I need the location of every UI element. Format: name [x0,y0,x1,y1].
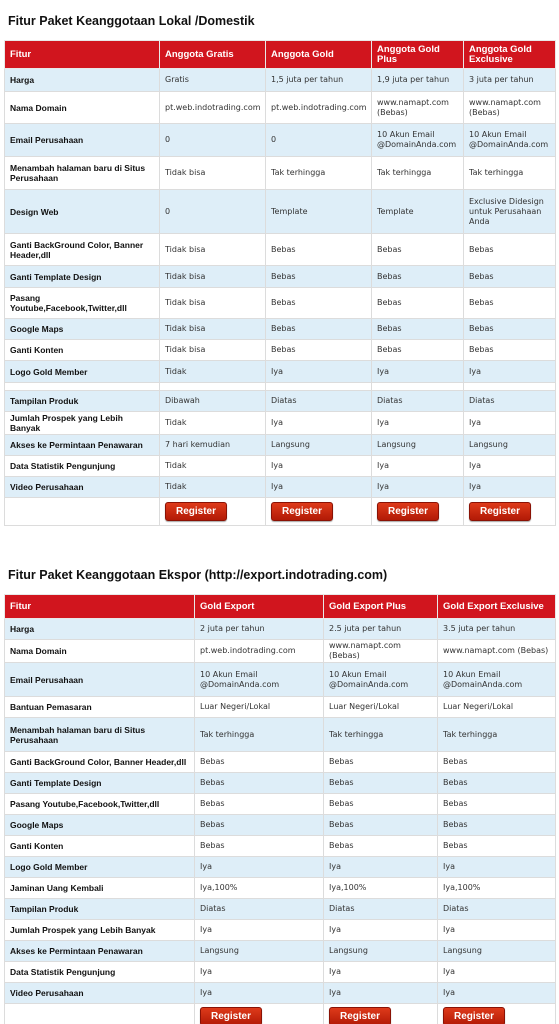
section-title-export: Fitur Paket Keanggotaan Ekspor (http://export.indotrading.com) [8,568,388,582]
table-cell: Iya [438,920,556,941]
table-cell: Bebas [464,319,556,340]
header-cell: Fitur [5,595,195,619]
table-row [5,319,556,340]
register-row [5,1004,556,1024]
table-cell: Iya [438,983,556,1004]
table-cell: Iya [324,962,438,983]
register-cell [372,498,464,526]
table-cell: Langsung [266,435,372,456]
table-cell: Iya [464,361,556,383]
header-cell: Anggota Gold Exclusive [464,41,556,69]
table-cell: Iya [195,983,324,1004]
table-header-row [5,595,556,619]
table-cell: Gratis [160,69,266,92]
register-button-gratis[interactable]: Register [165,502,227,521]
feature-label: Bantuan Pemasaran [5,697,195,718]
table-cell: Diatas [372,391,464,412]
table-cell: Iya [195,920,324,941]
table-cell: www.namapt.com (Bebas) [372,92,464,124]
table-row [5,794,556,815]
table-cell: 10 Akun Email @DomainAnda.com [195,663,324,697]
table-cell: pt.web.indotrading.com [266,92,372,124]
feature-label: Menambah halaman baru di Situs Perusahaan [5,157,160,190]
table-cell: Tak terhingga [438,718,556,752]
register-row [5,498,556,526]
table-cell: Iya,100% [195,878,324,899]
feature-label: Logo Gold Member [5,857,195,878]
feature-label [5,383,160,391]
table-cell: Iya [372,477,464,498]
feature-label: Email Perusahaan [5,663,195,697]
table-cell: 2 juta per tahun [195,619,324,640]
feature-label: Harga [5,619,195,640]
table-cell: Bebas [195,815,324,836]
table-cell: Iya [464,412,556,435]
table-cell: Tak terhingga [464,157,556,190]
table-cell: Iya [195,962,324,983]
table-cell: Bebas [324,836,438,857]
register-cell [438,1004,556,1024]
table-row [5,697,556,718]
table-row [5,288,556,319]
table-row [5,878,556,899]
table-cell: Tidak bisa [160,288,266,319]
table-cell: Bebas [195,773,324,794]
table-cell: Bebas [438,794,556,815]
table-cell: Iya [372,361,464,383]
header-cell: Gold Export [195,595,324,619]
table-row [5,477,556,498]
table-cell: Bebas [266,266,372,288]
table-cell: Luar Negeri/Lokal [438,697,556,718]
table-cell: www.namapt.com (Bebas) [324,640,438,663]
header-cell: Anggota Gold Plus [372,41,464,69]
feature-label: Ganti Konten [5,340,160,361]
table-cell: Bebas [372,288,464,319]
table-cell: Iya [266,412,372,435]
register-button-gold[interactable]: Register [271,502,333,521]
table-cell: 10 Akun Email @DomainAnda.com [324,663,438,697]
feature-label: Jaminan Uang Kembali [5,878,195,899]
register-cell [464,498,556,526]
feature-label: Harga [5,69,160,92]
table-row [5,663,556,697]
table-row [5,92,556,124]
table-row [5,412,556,435]
table-cell: pt.web.indotrading.com [160,92,266,124]
register-button-gold-plus[interactable]: Register [377,502,439,521]
register-button-gold-export[interactable]: Register [200,1007,262,1024]
table-cell [266,383,372,391]
table-cell: Bebas [266,319,372,340]
header-cell: Gold Export Plus [324,595,438,619]
table-cell: Bebas [464,340,556,361]
table-cell: Langsung [195,941,324,962]
table-cell: Tidak bisa [160,319,266,340]
table-row [5,983,556,1004]
feature-label: Akses ke Permintaan Penawaran [5,941,195,962]
feature-label: Tampilan Produk [5,899,195,920]
table-cell: 10 Akun Email @DomainAnda.com [464,124,556,157]
table-cell: Iya [372,456,464,477]
register-cell [195,1004,324,1024]
table-cell: www.namapt.com (Bebas) [464,92,556,124]
feature-label: Ganti Konten [5,836,195,857]
table-cell: 1,5 juta per tahun [266,69,372,92]
table-cell: Iya [324,983,438,1004]
feature-label: Menambah halaman baru di Situs Perusahaan [5,718,195,752]
register-cell [324,1004,438,1024]
feature-label: Video Perusahaan [5,983,195,1004]
feature-label: Data Statistik Pengunjung [5,962,195,983]
table-cell: Bebas [372,234,464,266]
table-cell: Template [266,190,372,234]
table-row [5,69,556,92]
table-row [5,941,556,962]
table-cell: Bebas [195,836,324,857]
header-cell: Gold Export Exclusive [438,595,556,619]
table-cell: Bebas [464,288,556,319]
table-cell: Bebas [324,773,438,794]
feature-label: Email Perusahaan [5,124,160,157]
table-cell: Iya [266,456,372,477]
table-cell: Tak terhingga [195,718,324,752]
feature-label: Video Perusahaan [5,477,160,498]
table-header-row [5,41,556,69]
table-row [5,361,556,383]
table-row [5,234,556,266]
table-cell: 10 Akun Email @DomainAnda.com [372,124,464,157]
table-cell: Bebas [438,836,556,857]
table-cell: Tidak [160,456,266,477]
feature-label: Ganti BackGround Color, Banner Header,dll [5,234,160,266]
table-row [5,718,556,752]
table-row [5,266,556,288]
table-cell: Bebas [464,266,556,288]
table-cell: Bebas [372,340,464,361]
table-cell: Template [372,190,464,234]
table-cell: Tidak bisa [160,234,266,266]
empty-cell [5,498,160,526]
table-cell [372,383,464,391]
table-cell: Bebas [372,319,464,340]
table-row [5,857,556,878]
table-row [5,773,556,794]
table-cell: Bebas [324,794,438,815]
table-cell: Bebas [438,815,556,836]
table-row [5,920,556,941]
table-cell [160,383,266,391]
table-cell: Iya [438,962,556,983]
feature-label: Design Web [5,190,160,234]
table-cell: Bebas [266,340,372,361]
feature-label: Tampilan Produk [5,391,160,412]
table-cell: 3 juta per tahun [464,69,556,92]
table-cell: Tak terhingga [372,157,464,190]
header-cell: Fitur [5,41,160,69]
table-cell: Diatas [324,899,438,920]
table-cell: Diatas [195,899,324,920]
table-cell: Iya [438,857,556,878]
table-cell: Diatas [464,391,556,412]
table-cell: Bebas [324,752,438,773]
table-cell: 7 hari kemudian [160,435,266,456]
register-cell [160,498,266,526]
table-row [5,383,556,391]
table-cell: Langsung [464,435,556,456]
table-cell: Tidak [160,361,266,383]
feature-label: Google Maps [5,319,160,340]
table-cell: Langsung [438,941,556,962]
table-cell: Bebas [438,752,556,773]
table-cell: Tidak bisa [160,157,266,190]
export-package-table [4,594,556,1024]
register-button-gold-export-exclusive[interactable]: Register [443,1007,505,1024]
table-cell: Iya [324,857,438,878]
table-cell [464,383,556,391]
feature-label: Jumlah Prospek yang Lebih Banyak [5,412,160,435]
register-cell [266,498,372,526]
feature-label: Pasang Youtube,Facebook,Twitter,dll [5,288,160,319]
table-cell: Tidak [160,477,266,498]
header-cell: Anggota Gratis [160,41,266,69]
table-cell: 10 Akun Email @DomainAnda.com [438,663,556,697]
table-cell: 0 [160,190,266,234]
table-row [5,157,556,190]
table-cell: Tidak [160,412,266,435]
table-cell: Iya [266,361,372,383]
table-row [5,190,556,234]
table-cell: Iya [266,477,372,498]
feature-label: Ganti Template Design [5,773,195,794]
register-button-gold-export-plus[interactable]: Register [329,1007,391,1024]
feature-label: Google Maps [5,815,195,836]
table-cell: Bebas [266,234,372,266]
table-cell: Iya [464,477,556,498]
table-cell: 0 [160,124,266,157]
table-cell: Dibawah [160,391,266,412]
domestic-package-table [4,40,556,526]
table-cell: Luar Negeri/Lokal [195,697,324,718]
table-cell: www.namapt.com (Bebas) [438,640,556,663]
feature-label: Logo Gold Member [5,361,160,383]
table-cell: Iya [195,857,324,878]
table-cell: Bebas [324,815,438,836]
table-cell: Iya [324,920,438,941]
table-row [5,815,556,836]
feature-label: Ganti Template Design [5,266,160,288]
table-row [5,640,556,663]
feature-label: Ganti BackGround Color, Banner Header,dll [5,752,195,773]
table-cell: pt.web.indotrading.com [195,640,324,663]
table-cell: 3.5 juta per tahun [438,619,556,640]
table-cell: Bebas [464,234,556,266]
empty-cell [5,1004,195,1024]
table-cell: 2.5 juta per tahun [324,619,438,640]
table-cell: Bebas [438,773,556,794]
table-cell: Iya,100% [438,878,556,899]
table-row [5,619,556,640]
table-cell: Tak terhingga [324,718,438,752]
table-row [5,391,556,412]
table-row [5,962,556,983]
table-cell: Langsung [324,941,438,962]
table-cell: Diatas [266,391,372,412]
table-cell: Bebas [372,266,464,288]
table-cell: Diatas [438,899,556,920]
table-row [5,836,556,857]
section-title-domestic: Fitur Paket Keanggotaan Lokal /Domestik [8,14,255,28]
table-row [5,456,556,477]
table-cell: Exclusive Didesign untuk Perusahaan Anda [464,190,556,234]
table-cell: Iya [464,456,556,477]
table-cell: 1,9 juta per tahun [372,69,464,92]
table-row [5,340,556,361]
table-cell: Luar Negeri/Lokal [324,697,438,718]
header-cell: Anggota Gold [266,41,372,69]
table-cell: Bebas [195,752,324,773]
table-cell: Bebas [195,794,324,815]
register-button-gold-exclusive[interactable]: Register [469,502,531,521]
table-row [5,124,556,157]
table-cell: Iya [372,412,464,435]
table-row [5,899,556,920]
feature-label: Nama Domain [5,92,160,124]
feature-label: Data Statistik Pengunjung [5,456,160,477]
table-row [5,435,556,456]
table-cell: Langsung [372,435,464,456]
table-cell: Iya,100% [324,878,438,899]
table-cell: Bebas [266,288,372,319]
feature-label: Nama Domain [5,640,195,663]
table-row [5,752,556,773]
table-cell: 0 [266,124,372,157]
table-cell: Tidak bisa [160,340,266,361]
table-cell: Tak terhingga [266,157,372,190]
table-cell: Tidak bisa [160,266,266,288]
feature-label: Jumlah Prospek yang Lebih Banyak [5,920,195,941]
feature-label: Akses ke Permintaan Penawaran [5,435,160,456]
feature-label: Pasang Youtube,Facebook,Twitter,dll [5,794,195,815]
